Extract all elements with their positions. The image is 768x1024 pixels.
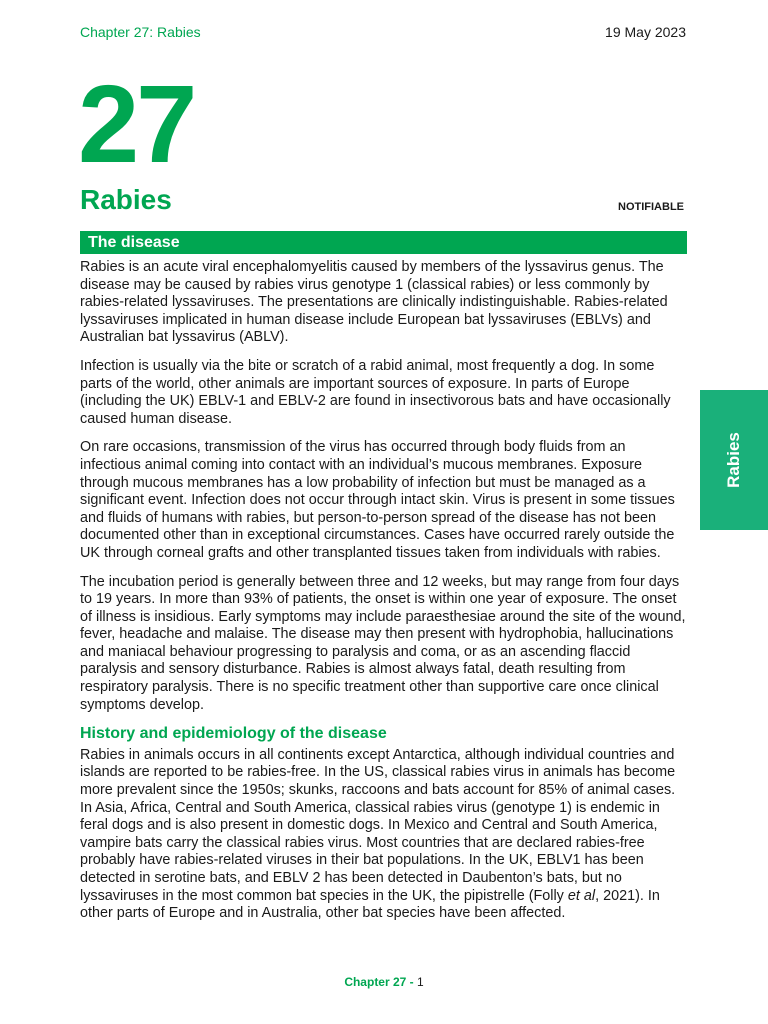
section-subheading: History and epidemiology of the disease: [80, 725, 387, 743]
footer-page-number: 1: [417, 975, 424, 989]
footer-chapter-label: Chapter 27 -: [344, 975, 417, 989]
chapter-title: Rabies: [80, 184, 172, 215]
paragraph: The incubation period is generally between three and 12 weeks, but may range from four days to 19 years. In more than 93% of patients, the onset is within one year of exposure. The onset of illness is insidious. Early symptoms may include paraesthesiae around the site of the wound, fever, headache and malaise. The disease may then present with hydrophobia, hallucinations and maniacal behaviour progressing to paralysis and coma, or as an ascending flaccid paralysis and sensory disturbance. Rabies is almost always fatal, death resulting from respiratory paralysis. There is no specific treatment other than supportive care once clinical symptoms develop.: [80, 573, 686, 713]
paragraph: On rare occasions, transmission of the virus has occurred through body fluids from an infectious animal coming into contact with an individual’s mucous membranes. Exposure through mucous membranes has a low probability of infection but must be managed as a significant event. Infection does not occur through intact skin. Virus is present in some tissues and fluids of humans with rabies, but person-to-person spread of the disease has not been documented other than in exceptional circumstances. Cases have occurred rarely outside the UK through corneal grafts and other transplanted tissues taken from individuals with rabies.: [80, 439, 675, 561]
paragraph-text: , 2021). In other parts of Europe and in Australia, other bat species have been affected.: [80, 887, 660, 922]
paragraph: [80, 747, 687, 923]
section-heading-bar: The disease: [80, 231, 687, 254]
paragraph-text: Rabies in animals occurs in all continents except Antarctica, although individual countries and islands are reported to be rabies-free. In the US, classical rabies virus in animals has become more prevalent since the 1950s; skunks, raccoons and bats account for 85% of animal cases. In Asia, Africa, Central and South America, classical rabies virus (genotype 1) is endemic in feral dogs and is also present in domestic dogs. In Mexico and Central and South America, vampire bats carry the classical rabies virus. Most countries that are declared rabies-free probably have rabies-related viruses in their bat populations. In the UK, EBLV1 has been detected in serotine bats, and EBLV 2 has been detected in Daubenton’s bats, but no lyssaviruses in the most common bat species in the UK, the pipistrelle (Folly: [80, 746, 676, 904]
page-footer: [0, 975, 768, 989]
side-tab-label: Rabies: [724, 432, 743, 488]
citation-et-al: et al: [567, 887, 596, 904]
body-text: [80, 259, 687, 934]
header-date: 19 May 2023: [605, 24, 686, 40]
chapter-number: 27: [78, 63, 195, 186]
paragraph: Rabies is an acute viral encephalomyelitis caused by members of the lyssavirus genus. The disease may be caused by rabies virus genotype 1 (classical rabies) or less commonly by rabies-related lyssaviruses. The presentations are clinically indistinguishable. Rabies-related lyssaviruses implicated in human disease include European bat lyssaviruses (EBLVs) and Australian bat lyssavirus (ABLV).: [80, 259, 668, 346]
chapter-side-tab: [700, 390, 768, 530]
paragraph: Infection is usually via the bite or scratch of a rabid animal, most frequently a dog. In some parts of the world, other animals are important sources of exposure. In parts of Europe (including the UK) EBLV-1 and EBLV-2 are found in insectivorous bats and have occasionally caused human disease.: [80, 357, 671, 427]
notifiable-label: NOTIFIABLE: [618, 201, 684, 213]
running-header-title: Chapter 27: Rabies: [80, 24, 201, 40]
